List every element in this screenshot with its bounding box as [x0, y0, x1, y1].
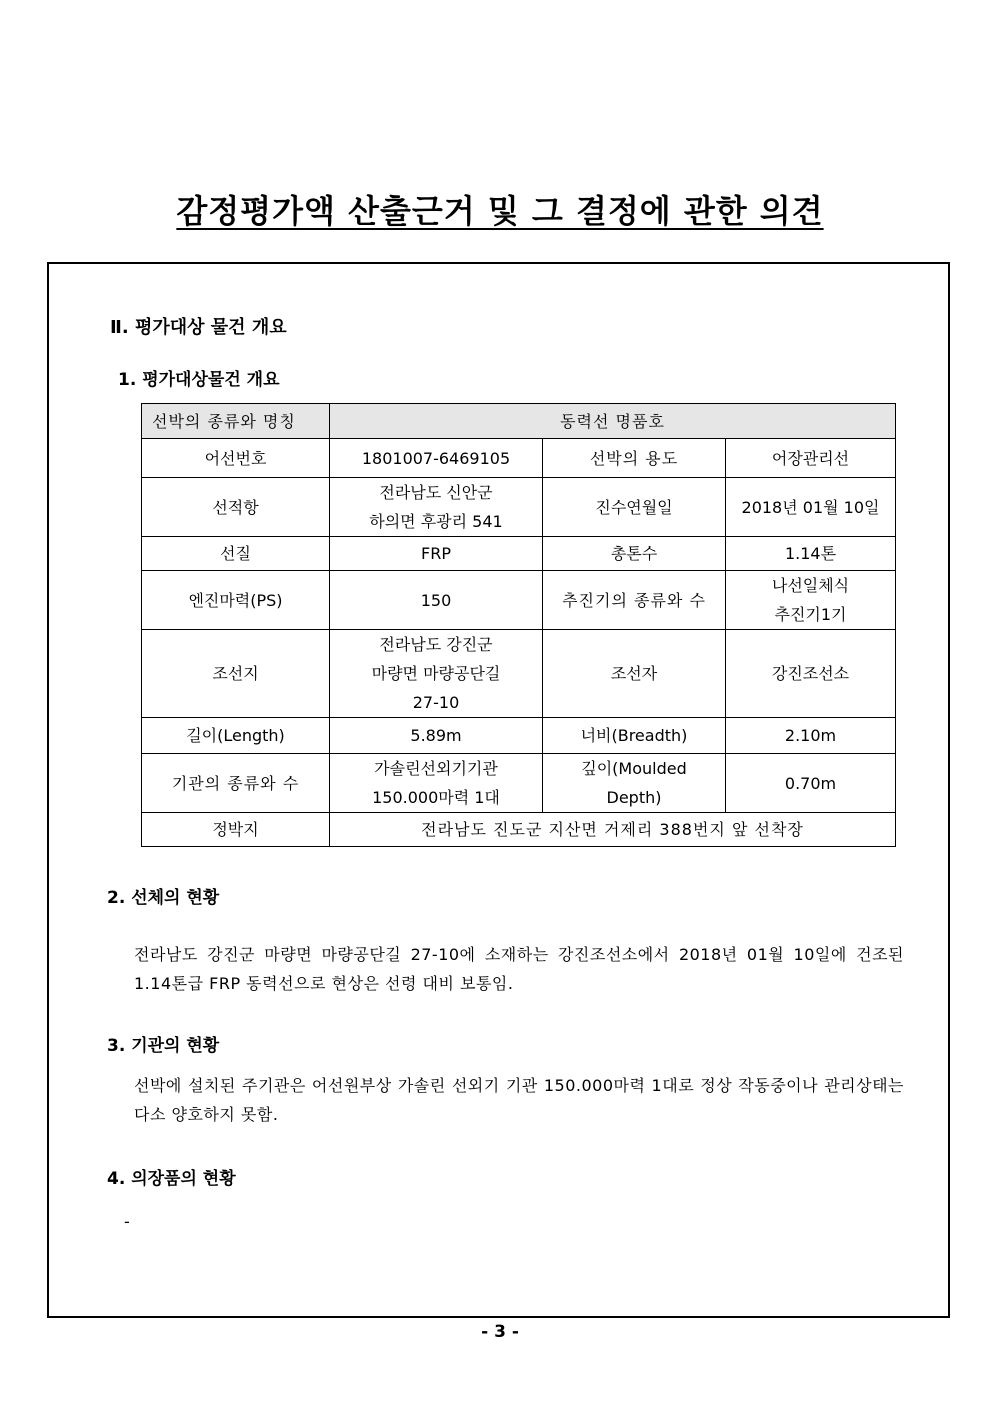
depth-label-line2: Depth): [606, 788, 662, 807]
section2-body: 전라남도 강진군 마량면 마량공단길 27-10에 소재하는 강진조선소에서 2018년 01월 10일에 건조된 1.14톤급 FRP 동력선으로 현상은 선령 대비 보통임.: [134, 945, 904, 993]
vessel-info-table: [141, 403, 896, 847]
vessel-no-label: 어선번호: [142, 439, 330, 478]
depth-label-line1: 깊이(Moulded: [581, 759, 687, 778]
header-value-cell: 동력선 명품호: [330, 404, 896, 439]
launch-label: 진수연월일: [543, 478, 726, 537]
material-label: 선질: [142, 537, 330, 571]
engine-power-label: 엔진마력(PS): [142, 571, 330, 630]
builder-place-line2: 마량면 마량공단길: [371, 664, 501, 683]
mooring-value: 전라남도 진도군 지산면 거제리 388번지 앞 선착장: [330, 813, 896, 847]
builder-place-label: 조선지: [142, 630, 330, 718]
breadth-label: 너비(Breadth): [543, 718, 726, 754]
builder-place-line1: 전라남도 강진군: [379, 635, 493, 654]
tonnage-label: 총톤수: [543, 537, 726, 571]
usage-value: 어장관리선: [726, 439, 896, 478]
builder-label: 조선자: [543, 630, 726, 718]
breadth-value: 2.10m: [726, 718, 896, 754]
section3-body: 선박에 설치된 주기관은 어선원부상 가솔린 선외기 기관 150.000마력 1대로 정상 작동중이나 관리상태는 다소 양호하지 못함.: [134, 1076, 904, 1124]
header-label-cell: 선박의 종류와 명칭: [142, 404, 330, 439]
engine-line2: 150.000마력 1대: [372, 788, 500, 807]
vessel-no-value: 1801007-6469105: [330, 439, 543, 478]
engine-label: 기관의 종류와 수: [142, 754, 330, 813]
section1-heading: 1. 평가대상물건 개요: [118, 370, 280, 390]
depth-value: 0.70m: [726, 754, 896, 813]
table-row: [142, 404, 896, 439]
table-row: [142, 537, 896, 571]
homeport-line2: 하의면 후광리 541: [369, 512, 503, 531]
section3-heading: 3. 기관의 현황: [107, 1036, 220, 1056]
table-row: [142, 439, 896, 478]
usage-label: 선박의 용도: [543, 439, 726, 478]
propulsion-value: [726, 571, 896, 630]
length-label: 길이(Length): [142, 718, 330, 754]
builder-place-line3: 27-10: [412, 693, 460, 712]
propulsion-label: 추진기의 종류와 수: [543, 571, 726, 630]
table-row: [142, 478, 896, 537]
section2-heading: 2. 선체의 현황: [107, 888, 220, 908]
propulsion-line1: 나선일체식: [771, 576, 850, 595]
table-row: [142, 754, 896, 813]
material-value: FRP: [330, 537, 543, 571]
section4-body: -: [124, 1212, 130, 1231]
section4-heading: 4. 의장품의 현황: [107, 1169, 236, 1189]
tonnage-value: 1.14톤: [726, 537, 896, 571]
homeport-value: [330, 478, 543, 537]
engine-power-value: 150: [330, 571, 543, 630]
table-row: [142, 718, 896, 754]
length-value: 5.89m: [330, 718, 543, 754]
page-number: - 3 -: [481, 1322, 519, 1342]
homeport-line1: 전라남도 신안군: [379, 483, 493, 502]
table-row: [142, 813, 896, 847]
propulsion-line2: 추진기1기: [774, 605, 847, 624]
section-main-heading: Ⅱ. 평가대상 물건 개요: [110, 317, 287, 338]
depth-label: [543, 754, 726, 813]
mooring-label: 정박지: [142, 813, 330, 847]
table-row: [142, 630, 896, 718]
builder-place-value: [330, 630, 543, 718]
engine-line1: 가솔린선외기기관: [374, 759, 498, 778]
engine-value: [330, 754, 543, 813]
builder-value: 강진조선소: [726, 630, 896, 718]
launch-value: 2018년 01월 10일: [726, 478, 896, 537]
document-title: 감정평가액 산출근거 및 그 결정에 관한 의견: [176, 192, 824, 230]
homeport-label: 선적항: [142, 478, 330, 537]
table-row: [142, 571, 896, 630]
